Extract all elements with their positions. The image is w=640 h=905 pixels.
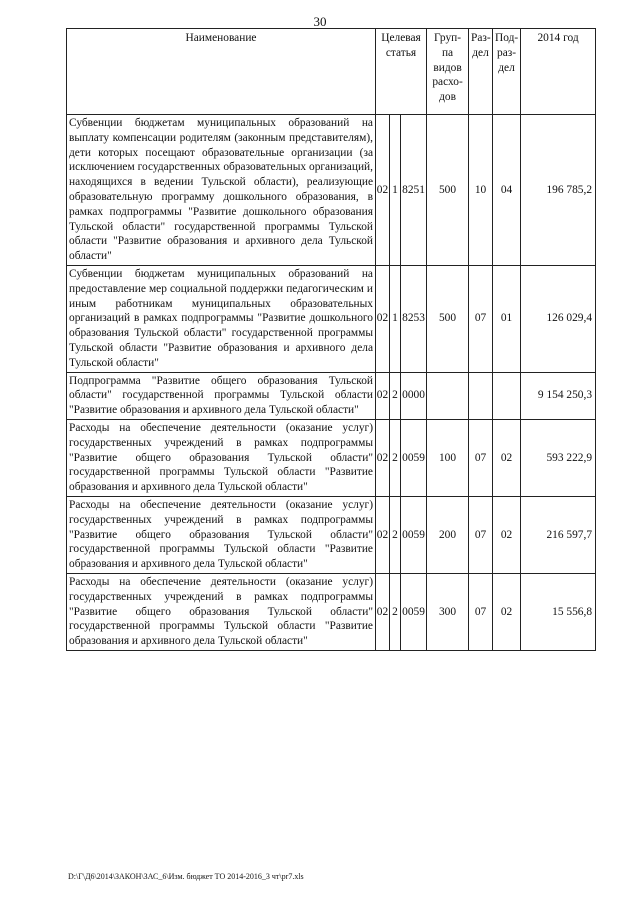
table-row — [67, 265, 596, 372]
table-row — [67, 115, 596, 266]
table-row — [67, 372, 596, 419]
row-section — [469, 372, 493, 419]
row-expense-group: 500 — [427, 115, 469, 266]
row-subsection: 01 — [493, 265, 521, 372]
row-target-code-1: 02 — [376, 496, 390, 573]
row-expense-group — [427, 372, 469, 419]
row-target-code-3: 0000 — [401, 372, 427, 419]
header-subsection: Под-раз-дел — [493, 29, 521, 115]
row-amount: 9 154 250,3 — [521, 372, 596, 419]
row-amount: 126 029,4 — [521, 265, 596, 372]
row-subsection: 02 — [493, 573, 521, 650]
row-name: Субвенции бюджетам муниципальных образований на выплату компенсации родителям (законным представителям), дети которых посещают образовательные организации (за исключением государственных образовательных организаций, находящихся в ведении Тульской области), реализующие образовательную программу дошкольного образования, в рамках подпрограммы "Развитие дошкольного образования Тульской области" государственной программы Тульской области "Развитие образования и архивного дела Тульской области" — [67, 115, 376, 266]
row-section: 07 — [469, 496, 493, 573]
row-name: Расходы на обеспечение деятельности (оказание услуг) государственных учреждений в рамках подпрограммы "Развитие общего образования Тульской области" государственной программы Тульской области "Развитие образования и архивного дела Тульской области" — [67, 496, 376, 573]
row-target-code-3: 0059 — [401, 419, 427, 496]
budget-table — [66, 28, 596, 651]
row-target-code-1: 02 — [376, 419, 390, 496]
header-target-item: Целевая статья — [376, 29, 427, 115]
table-header-row — [67, 29, 596, 115]
row-expense-group: 100 — [427, 419, 469, 496]
row-section: 07 — [469, 419, 493, 496]
file-path-footer: D:\Г\Д6\2014\ЗАКОН\ЗАС_6\Изм. бюджет ТО 2014-2016_3 чт\pr7.xls — [68, 872, 304, 881]
header-year: 2014 год — [521, 29, 596, 115]
row-name: Расходы на обеспечение деятельности (оказание услуг) государственных учреждений в рамках подпрограммы "Развитие общего образования Тульской области" государственной программы Тульской области "Развитие образования и архивного дела Тульской области" — [67, 419, 376, 496]
row-name: Расходы на обеспечение деятельности (оказание услуг) государственных учреждений в рамках подпрограммы "Развитие общего образования Тульской области" государственной программы Тульской области "Развитие образования и архивного дела Тульской области" — [67, 573, 376, 650]
table-row — [67, 496, 596, 573]
table-row — [67, 573, 596, 650]
row-target-code-3: 8251 — [401, 115, 427, 266]
row-target-code-3: 0059 — [401, 573, 427, 650]
row-target-code-1: 02 — [376, 372, 390, 419]
row-expense-group: 500 — [427, 265, 469, 372]
row-target-code-1: 02 — [376, 115, 390, 266]
row-amount: 216 597,7 — [521, 496, 596, 573]
row-target-code-2: 2 — [390, 419, 401, 496]
header-expense-group: Груп-па видов расхо-дов — [427, 29, 469, 115]
header-section: Раз-дел — [469, 29, 493, 115]
row-target-code-2: 2 — [390, 496, 401, 573]
row-target-code-3: 0059 — [401, 496, 427, 573]
header-name: Наименование — [67, 29, 376, 115]
row-subsection: 02 — [493, 419, 521, 496]
row-section: 10 — [469, 115, 493, 266]
row-target-code-1: 02 — [376, 265, 390, 372]
row-subsection: 02 — [493, 496, 521, 573]
row-amount: 196 785,2 — [521, 115, 596, 266]
row-target-code-2: 1 — [390, 265, 401, 372]
row-target-code-1: 02 — [376, 573, 390, 650]
row-target-code-3: 8253 — [401, 265, 427, 372]
page-number: 30 — [313, 14, 327, 29]
row-section: 07 — [469, 265, 493, 372]
row-name: Подпрограмма "Развитие общего образования Тульской области" государственной программы Тульской области "Развитие образования и архивного дела Тульской области" — [67, 372, 376, 419]
row-name: Субвенции бюджетам муниципальных образований на предоставление мер социальной поддержки педагогическим и иным работникам муниципальных образовательных организаций в рамках подпрограммы "Развитие дошкольного образования Тульской области" государственной программы Тульской области "Развитие образования и архивного дела Тульской области" — [67, 265, 376, 372]
row-section: 07 — [469, 573, 493, 650]
row-target-code-2: 1 — [390, 115, 401, 266]
row-amount: 593 222,9 — [521, 419, 596, 496]
row-subsection: 04 — [493, 115, 521, 266]
row-target-code-2: 2 — [390, 573, 401, 650]
row-amount: 15 556,8 — [521, 573, 596, 650]
table-row — [67, 419, 596, 496]
row-expense-group: 300 — [427, 573, 469, 650]
row-subsection — [493, 372, 521, 419]
row-target-code-2: 2 — [390, 372, 401, 419]
row-expense-group: 200 — [427, 496, 469, 573]
